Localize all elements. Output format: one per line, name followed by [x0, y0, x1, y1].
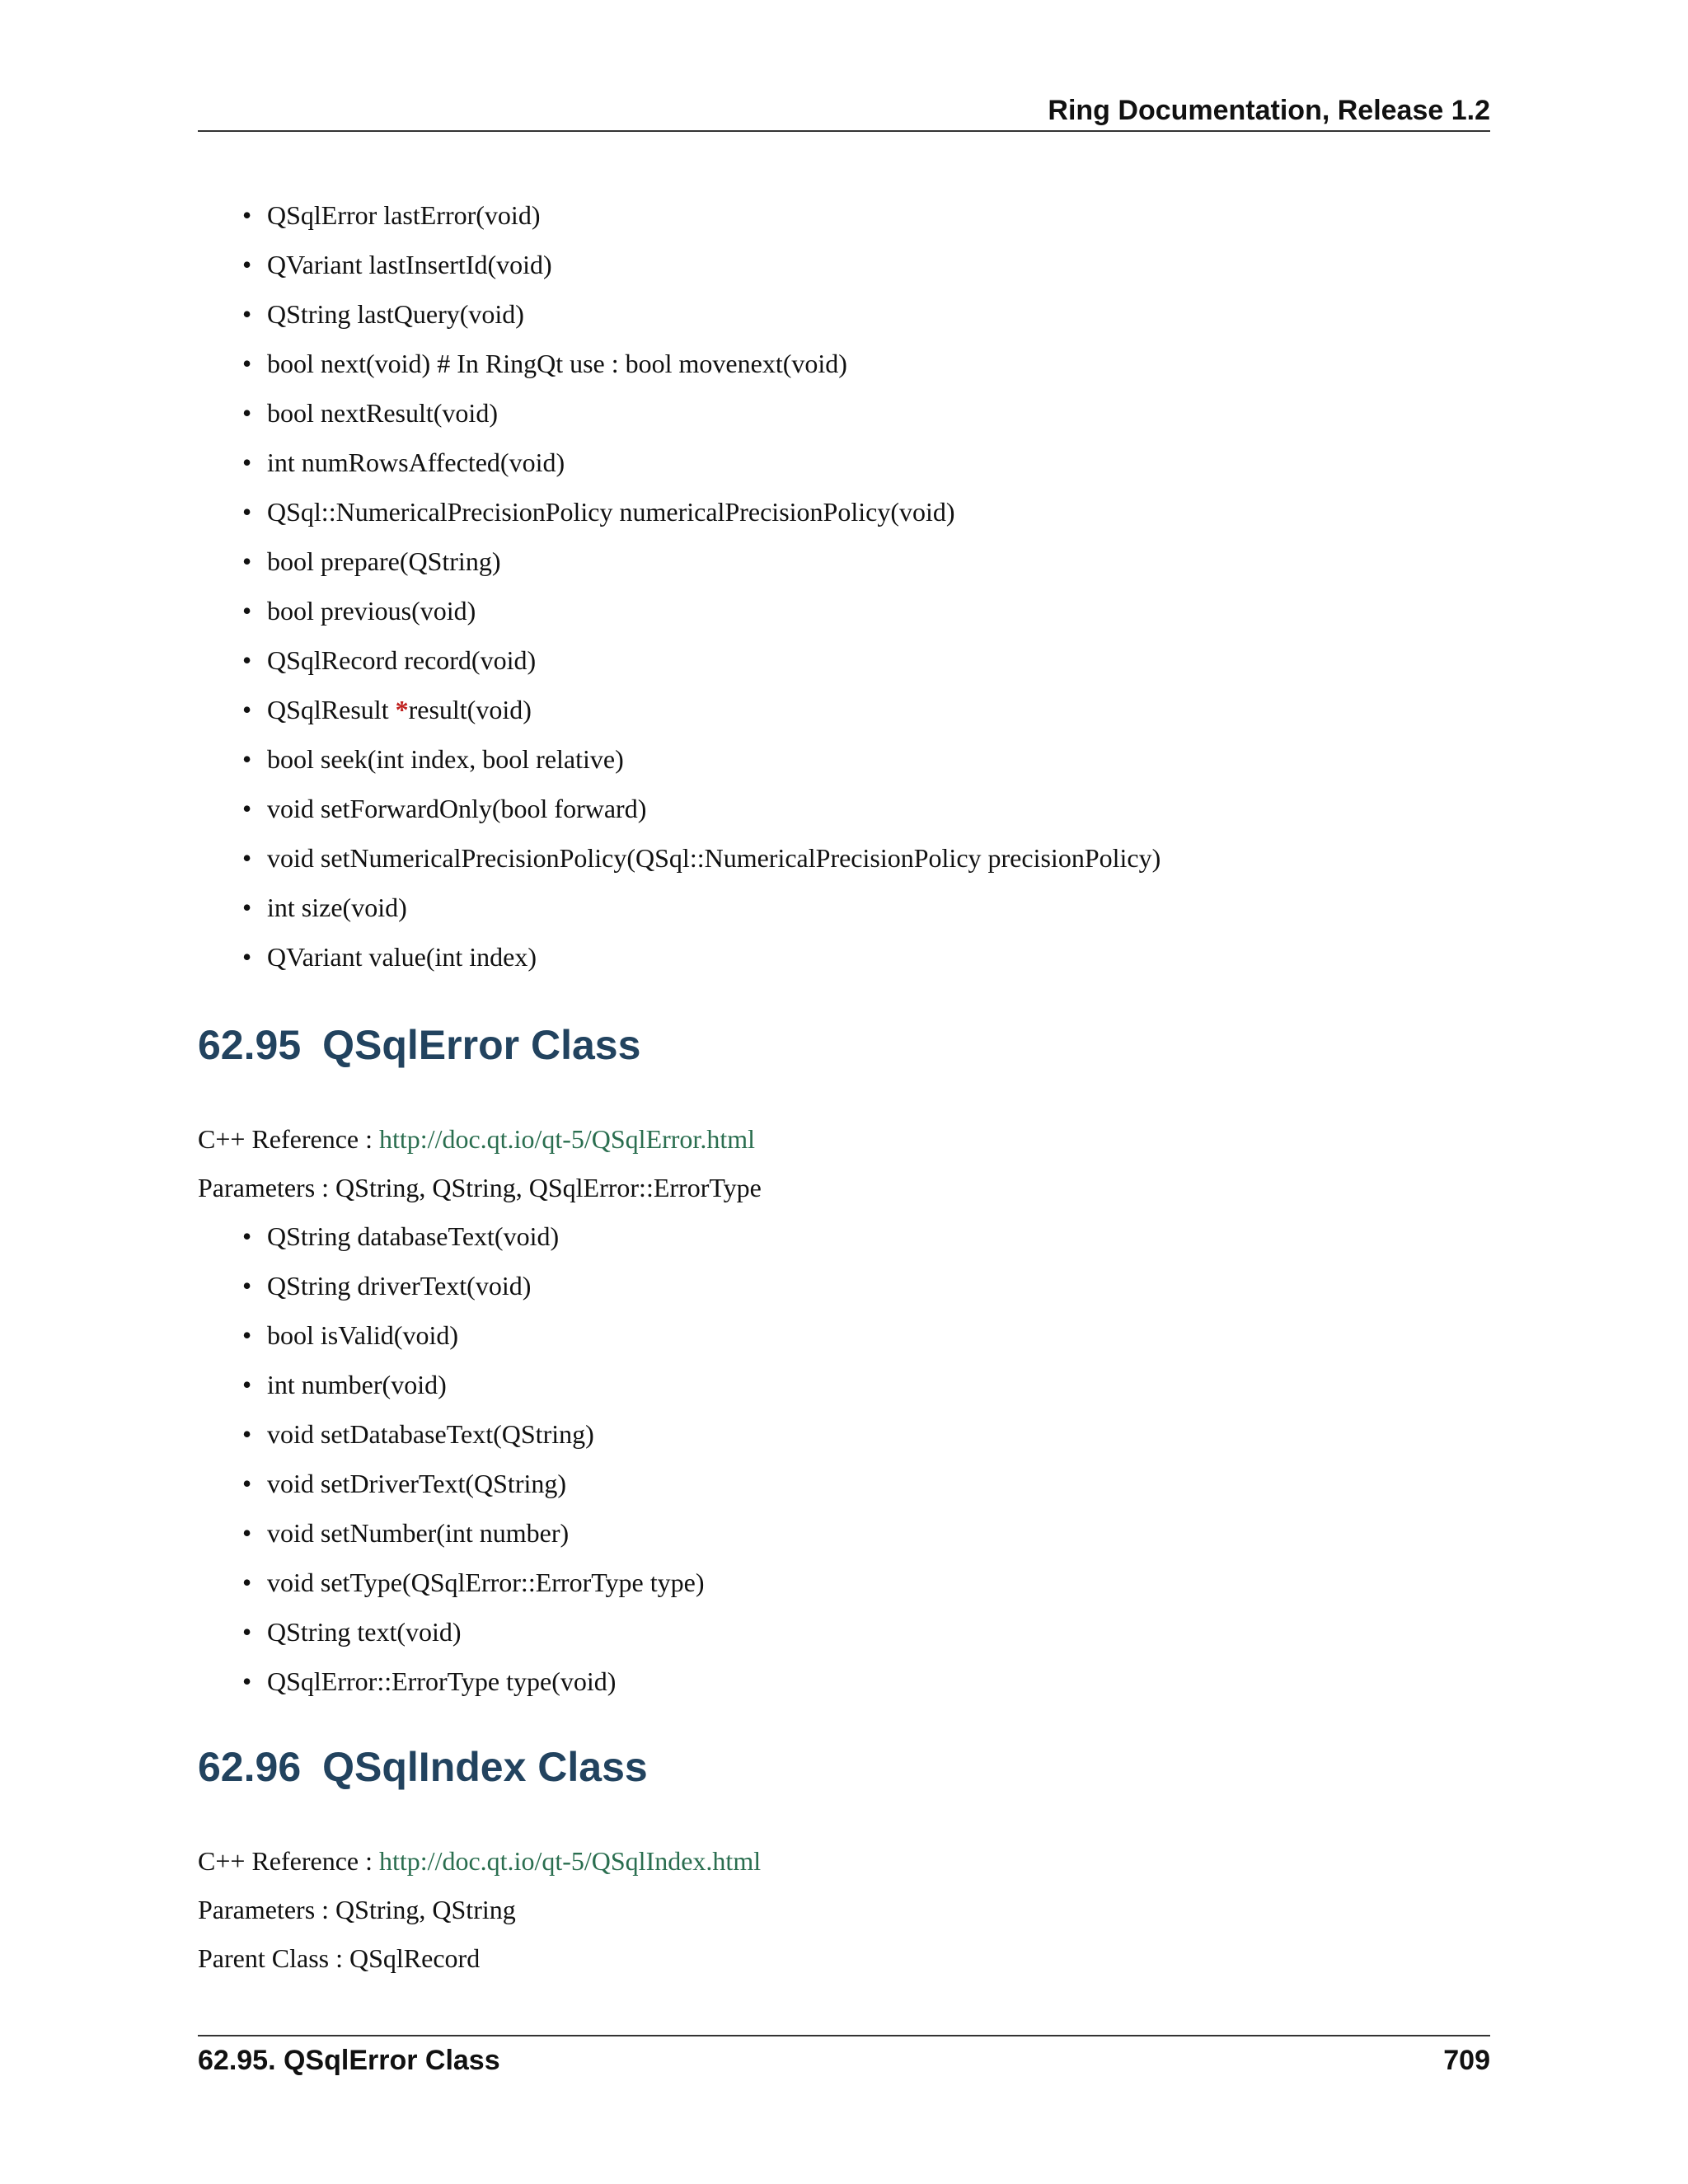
method-signature: int number(void)	[267, 1370, 447, 1399]
reference-label: C++ Reference :	[198, 1846, 379, 1876]
method-signature: void setDatabaseText(QString)	[267, 1419, 594, 1449]
page-footer	[198, 2042, 1490, 2079]
method-signature: bool prepare(QString)	[267, 546, 501, 576]
section-number: 62.95	[198, 1022, 302, 1068]
method-signature: bool seek(int index, bool relative)	[267, 744, 624, 774]
section-number: 62.96	[198, 1744, 302, 1790]
method-signature: QString databaseText(void)	[267, 1221, 560, 1251]
method-item	[198, 1261, 704, 1310]
parameters-qsqlerror: Parameters : QString, QString, QSqlError::ErrorType	[198, 1173, 762, 1202]
bullet-icon: •	[242, 596, 252, 626]
method-item	[198, 388, 1160, 438]
bullet-icon: •	[242, 1370, 252, 1399]
reference-label: C++ Reference :	[198, 1124, 379, 1154]
method-item	[198, 339, 1160, 388]
footer-divider	[198, 2035, 1490, 2036]
bullet-icon: •	[242, 1666, 252, 1696]
method-list-qsqlerror	[198, 1212, 704, 1706]
method-item	[198, 932, 1160, 982]
method-signature: QSql::NumericalPrecisionPolicy numericalPrecisionPolicy(void)	[267, 497, 955, 527]
method-item	[198, 1310, 704, 1360]
parent-class-qsqlindex: Parent Class : QSqlRecord	[198, 1943, 481, 1973]
bullet-icon: •	[242, 398, 252, 428]
pointer-star: *	[395, 695, 409, 724]
method-signature: bool previous(void)	[267, 596, 476, 626]
bullet-icon: •	[242, 299, 252, 329]
method-item	[198, 240, 1160, 289]
bullet-icon: •	[242, 497, 252, 527]
method-item	[198, 1508, 704, 1558]
method-item	[198, 1409, 704, 1459]
method-item	[198, 1212, 704, 1261]
method-signature: QSqlError lastError(void)	[267, 200, 541, 230]
bullet-icon: •	[242, 448, 252, 477]
method-item	[198, 833, 1160, 883]
method-item	[198, 1360, 704, 1409]
page-number: 709	[1443, 2045, 1490, 2076]
method-signature-part: QSqlResult	[267, 695, 396, 724]
method-item	[198, 883, 1160, 932]
bullet-icon: •	[242, 843, 252, 873]
method-signature: void setType(QSqlError::ErrorType type)	[267, 1568, 705, 1597]
bullet-icon: •	[242, 893, 252, 922]
method-item	[198, 586, 1160, 635]
bullet-icon: •	[242, 744, 252, 774]
footer-section: 62.95. QSqlError Class	[198, 2045, 500, 2076]
page-header: Ring Documentation, Release 1.2	[1048, 95, 1490, 126]
section-heading-qsqlerror	[198, 1020, 640, 1070]
bullet-icon: •	[242, 250, 252, 279]
method-signature: int numRowsAffected(void)	[267, 448, 565, 477]
bullet-icon: •	[242, 1221, 252, 1251]
method-item	[198, 537, 1160, 586]
bullet-icon: •	[242, 1568, 252, 1597]
method-signature: QSqlRecord record(void)	[267, 645, 537, 675]
bullet-icon: •	[242, 1617, 252, 1647]
bullet-icon: •	[242, 200, 252, 230]
method-item	[198, 1657, 704, 1706]
bullet-icon: •	[242, 1518, 252, 1548]
reference-link[interactable]: http://doc.qt.io/qt-5/QSqlError.html	[379, 1124, 755, 1154]
reference-link[interactable]: http://doc.qt.io/qt-5/QSqlIndex.html	[379, 1846, 762, 1876]
bullet-icon: •	[242, 546, 252, 576]
method-item	[198, 1607, 704, 1657]
method-signature: QSqlError::ErrorType type(void)	[267, 1666, 617, 1696]
bullet-icon: •	[242, 942, 252, 972]
bullet-icon: •	[242, 349, 252, 378]
bullet-icon: •	[242, 1419, 252, 1449]
method-item	[198, 784, 1160, 833]
method-signature: bool isValid(void)	[267, 1320, 458, 1350]
method-signature: void setForwardOnly(bool forward)	[267, 794, 647, 823]
method-item	[198, 487, 1160, 537]
method-signature: void setDriverText(QString)	[267, 1469, 567, 1498]
method-signature: bool next(void) # In RingQt use : bool movenext(void)	[267, 349, 847, 378]
method-signature: int size(void)	[267, 893, 407, 922]
method-signature: QVariant value(int index)	[267, 942, 537, 972]
method-signature-part: result(void)	[408, 695, 532, 724]
header-divider	[198, 130, 1490, 132]
section-title: QSqlError Class	[322, 1022, 641, 1068]
method-signature: QString text(void)	[267, 1617, 462, 1647]
method-list-continued	[198, 190, 1160, 982]
bullet-icon: •	[242, 794, 252, 823]
method-item	[198, 438, 1160, 487]
bullet-icon: •	[242, 1469, 252, 1498]
cpp-reference-qsqlindex	[198, 1836, 761, 1886]
cpp-reference-qsqlerror	[198, 1114, 755, 1164]
bullet-icon: •	[242, 645, 252, 675]
section-title: QSqlIndex Class	[322, 1744, 648, 1790]
bullet-icon: •	[242, 695, 252, 724]
method-signature: QVariant lastInsertId(void)	[267, 250, 552, 279]
method-signature: void setNumber(int number)	[267, 1518, 570, 1548]
method-item	[198, 685, 1160, 734]
method-item	[198, 1459, 704, 1508]
section-heading-qsqlindex	[198, 1742, 648, 1792]
method-item	[198, 734, 1160, 784]
method-item	[198, 635, 1160, 685]
method-signature: bool nextResult(void)	[267, 398, 498, 428]
bullet-icon: •	[242, 1271, 252, 1301]
method-signature: QString lastQuery(void)	[267, 299, 524, 329]
bullet-icon: •	[242, 1320, 252, 1350]
parameters-qsqlindex: Parameters : QString, QString	[198, 1895, 516, 1924]
method-item	[198, 289, 1160, 339]
method-signature: QString driverText(void)	[267, 1271, 532, 1301]
method-item	[198, 1558, 704, 1607]
method-item	[198, 190, 1160, 240]
method-signature: void setNumericalPrecisionPolicy(QSql::NumericalPrecisionPolicy precisionPolicy)	[267, 843, 1161, 873]
